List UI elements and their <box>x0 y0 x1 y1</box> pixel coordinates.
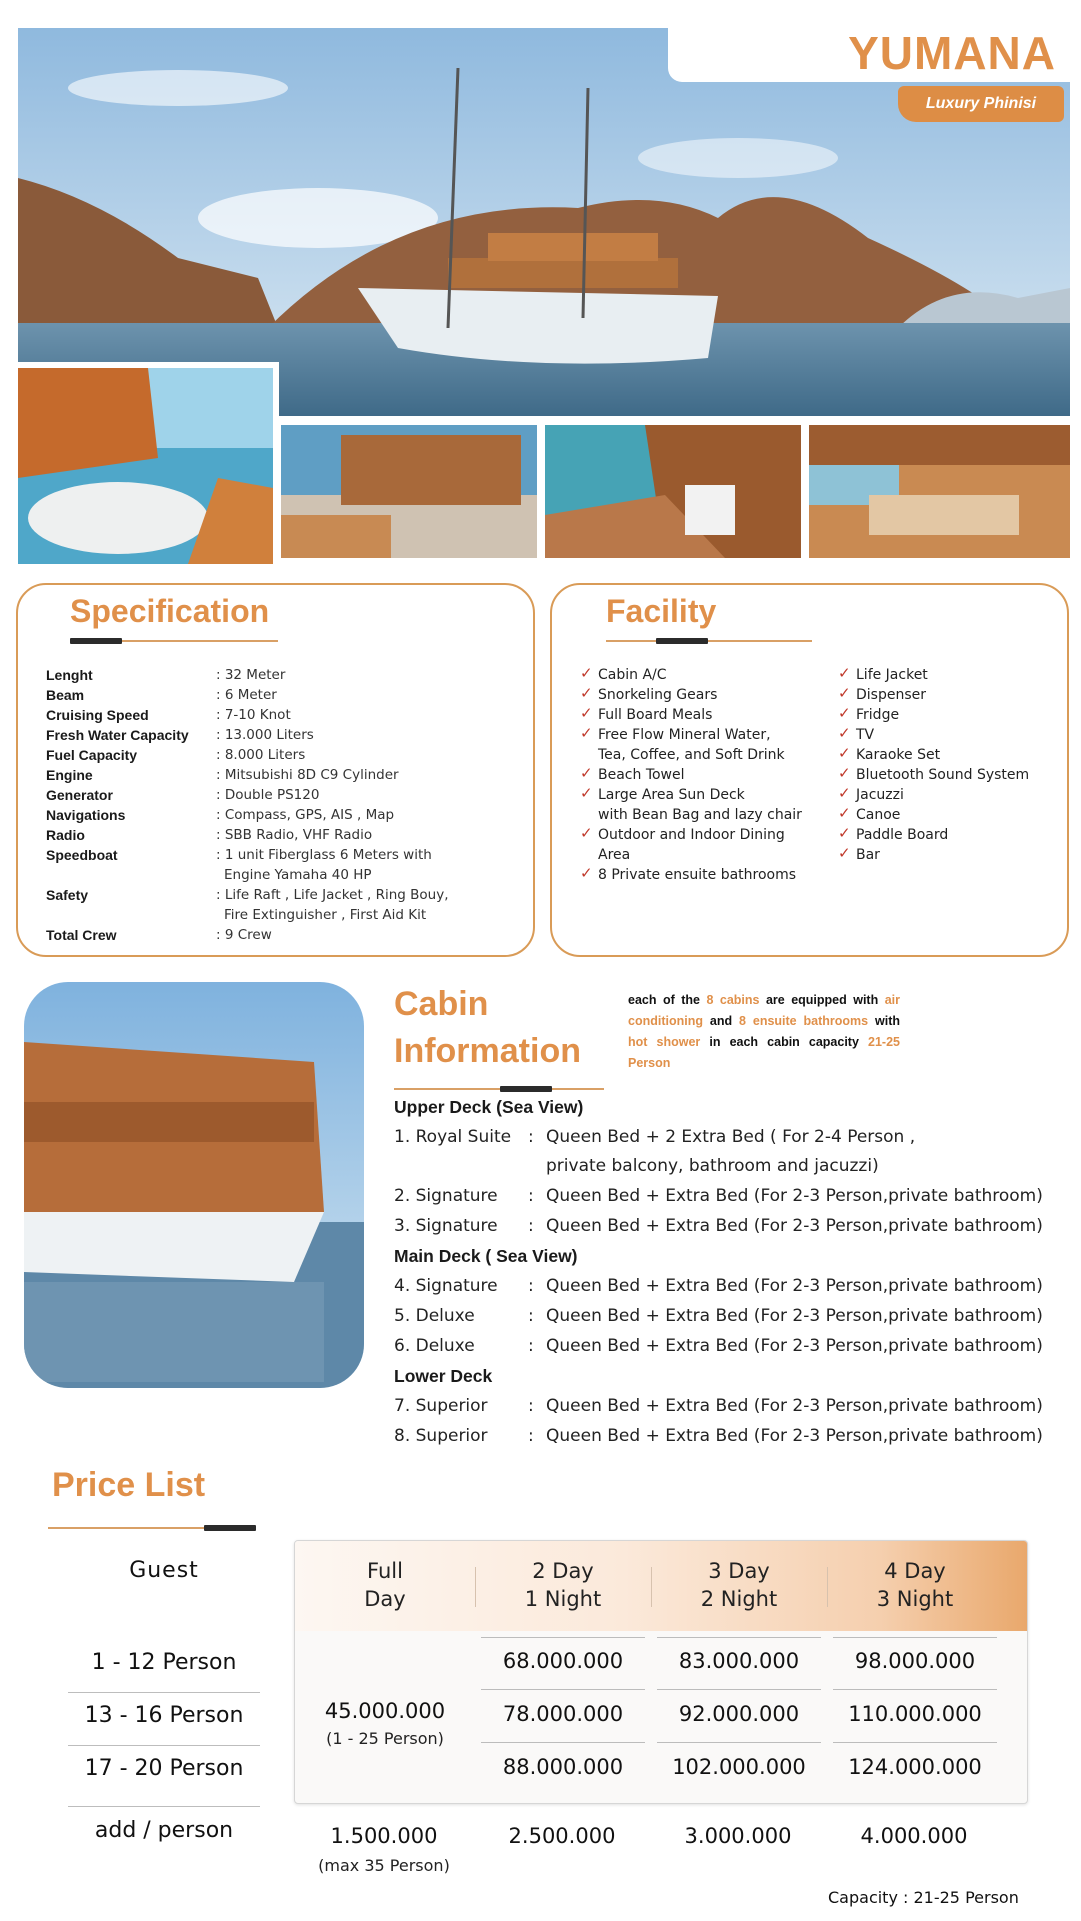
guest-header: Guest <box>129 1558 199 1583</box>
facility-item: Large Area Sun Deck <box>598 787 745 803</box>
header-line2: Day <box>364 1587 406 1611</box>
cabin-name: 1. Royal Suite <box>394 1127 512 1147</box>
add-person-price: 4.000.000 <box>860 1824 968 1848</box>
facility-item: Canoe <box>856 807 901 823</box>
cabin-colon: : <box>528 1306 534 1326</box>
brand-tagline: Luxury Phinisi <box>898 86 1064 122</box>
header-line1: 3 Day <box>708 1559 770 1583</box>
spec-value: : SBB Radio, VHF Radio <box>216 827 373 843</box>
price-value: 68.000.000 <box>502 1649 624 1673</box>
check-icon: ✓ <box>838 844 851 862</box>
check-icon: ✓ <box>580 764 593 782</box>
note-text: and <box>702 1014 740 1028</box>
facility-item: Life Jacket <box>856 667 928 683</box>
check-icon: ✓ <box>580 664 593 682</box>
spec-value: Fire Extinguisher , First Aid Kit <box>224 907 427 923</box>
cabin-colon: : <box>528 1216 534 1236</box>
spec-value: : Mitsubishi 8D C9 Cylinder <box>216 767 399 783</box>
price-value: 92.000.000 <box>678 1702 800 1726</box>
spec-label: Engine <box>46 767 93 783</box>
spec-value: : 1 unit Fiberglass 6 Meters with <box>216 847 432 863</box>
add-person-label: add / person <box>94 1818 234 1843</box>
facility-item: Fridge <box>856 707 900 723</box>
price-value: 88.000.000 <box>502 1755 624 1779</box>
spec-label: Fresh Water Capacity <box>46 727 189 743</box>
ship-cabin-photo <box>24 982 364 1388</box>
spec-value: : 32 Meter <box>216 667 286 683</box>
duration-header <box>845 1557 985 1613</box>
brand-name: YUMANA <box>848 27 1056 79</box>
spec-value: : Double PS120 <box>216 787 320 803</box>
deck-heading: Lower Deck <box>394 1366 493 1386</box>
price-title-underline-accent <box>204 1525 256 1531</box>
cabin-name: 8. Superior <box>394 1426 488 1446</box>
cabin-desc: Queen Bed + Extra Bed (For 2-3 Person,private bathroom) <box>546 1336 1043 1356</box>
spec-value: : 9 Crew <box>216 927 272 943</box>
price-value: 124.000.000 <box>848 1755 982 1779</box>
cell-divider <box>833 1689 997 1690</box>
cell-divider <box>657 1742 821 1743</box>
facility-item: Paddle Board <box>856 827 949 843</box>
check-icon: ✓ <box>580 704 593 722</box>
header-separator <box>827 1567 828 1607</box>
facility-item: Snorkeling Gears <box>598 687 718 703</box>
full-day-note: (1 - 25 Person) <box>326 1729 444 1748</box>
cabin-name: 5. Deluxe <box>394 1306 475 1326</box>
add-person-note: (max 35 Person) <box>318 1856 450 1875</box>
note-highlight: 21-25 Person <box>628 1035 900 1070</box>
spec-label: Total Crew <box>46 927 117 943</box>
check-icon: ✓ <box>580 724 593 742</box>
check-icon: ✓ <box>838 724 851 742</box>
check-icon: ✓ <box>838 824 851 842</box>
deck-heading: Upper Deck (Sea View) <box>394 1097 584 1117</box>
cabin-name: 3. Signature <box>394 1216 498 1236</box>
spec-value: Engine Yamaha 40 HP <box>224 867 372 883</box>
facility-item: Karaoke Set <box>856 747 941 763</box>
cabin-name: 4. Signature <box>394 1276 498 1296</box>
cell-divider <box>833 1637 997 1638</box>
balcony-photo <box>545 425 801 558</box>
jacuzzi-deck-photo <box>18 362 279 564</box>
note-text: in each cabin capacity <box>700 1035 869 1049</box>
price-table <box>294 1540 1028 1804</box>
header-line2: 2 Night <box>700 1587 778 1611</box>
cabin-desc: Queen Bed + Extra Bed (For 2-3 Person,private bathroom) <box>546 1426 1043 1446</box>
cabin-desc: Queen Bed + Extra Bed (For 2-3 Person,private bathroom) <box>546 1186 1043 1206</box>
note-highlight: 8 ensuite bathrooms <box>739 1014 869 1028</box>
note-text: are equipped with <box>759 993 885 1007</box>
facility-item: Tea, Coffee, and Soft Drink <box>598 747 785 763</box>
price-value: 78.000.000 <box>502 1702 624 1726</box>
header-line1: 2 Day <box>532 1559 594 1583</box>
price-value: 83.000.000 <box>678 1649 800 1673</box>
sundeck-photo <box>281 425 537 558</box>
cabin-title-underline <box>394 1088 604 1090</box>
add-person-price: 1.500.000 <box>330 1824 438 1848</box>
cabin-colon: : <box>528 1396 534 1416</box>
cell-divider <box>481 1742 645 1743</box>
facility-item: Jacuzzi <box>856 787 904 803</box>
cabin-colon: : <box>528 1276 534 1296</box>
spec-label: Safety <box>46 887 89 903</box>
cabin-colon: : <box>528 1127 534 1147</box>
specification-panel <box>16 583 535 957</box>
capacity-note: Capacity : 21-25 Person <box>828 1888 1019 1907</box>
cell-divider <box>481 1637 645 1638</box>
header-line2: 3 Night <box>876 1587 954 1611</box>
full-day-price: 45.000.000 <box>324 1699 446 1723</box>
facility-panel <box>550 583 1069 957</box>
spec-value: : Life Raft , Life Jacket , Ring Bouy, <box>216 887 449 903</box>
price-value: 110.000.000 <box>848 1702 982 1726</box>
check-icon: ✓ <box>580 864 593 882</box>
facility-item: Cabin A/C <box>598 667 667 683</box>
duration-header <box>493 1557 633 1613</box>
cabin-colon: : <box>528 1186 534 1206</box>
add-person-price: 3.000.000 <box>684 1824 792 1848</box>
facility-item: Beach Towel <box>598 767 685 783</box>
spec-label: Speedboat <box>46 847 118 863</box>
cabin-note <box>628 990 900 1074</box>
deck-heading: Main Deck ( Sea View) <box>394 1246 578 1266</box>
row-divider <box>68 1692 260 1693</box>
check-icon: ✓ <box>838 744 851 762</box>
duration-header <box>669 1557 809 1613</box>
cabin-title-line1: Cabin <box>394 985 489 1023</box>
brand-header <box>668 22 1070 82</box>
facility-item: TV <box>856 727 875 743</box>
cabin-desc: Queen Bed + Extra Bed (For 2-3 Person,private bathroom) <box>546 1306 1043 1326</box>
title-underline-accent <box>656 638 708 644</box>
cabin-name: 6. Deluxe <box>394 1336 475 1356</box>
check-icon: ✓ <box>580 784 593 802</box>
check-icon: ✓ <box>838 804 851 822</box>
facility-item: Area <box>598 847 631 863</box>
spec-value: : 13.000 Liters <box>216 727 314 743</box>
check-icon: ✓ <box>838 704 851 722</box>
check-icon: ✓ <box>838 684 851 702</box>
specification-title: Specification <box>70 593 270 629</box>
cell-divider <box>481 1689 645 1690</box>
cell-divider <box>657 1689 821 1690</box>
facility-item: 8 Private ensuite bathrooms <box>598 867 797 883</box>
cabin-desc: Queen Bed + 2 Extra Bed ( For 2-4 Person , <box>546 1127 916 1147</box>
note-highlight: 8 cabins <box>706 993 760 1007</box>
spec-value: : Compass, GPS, AIS , Map <box>216 807 395 823</box>
spec-value: : 8.000 Liters <box>216 747 306 763</box>
cell-divider <box>833 1742 997 1743</box>
add-person-price: 2.500.000 <box>508 1824 616 1848</box>
cabin-title-line2: Information <box>394 1032 581 1070</box>
cabin-desc: Queen Bed + Extra Bed (For 2-3 Person,private bathroom) <box>546 1396 1043 1416</box>
spec-label: Lenght <box>46 667 93 683</box>
cabin-desc: Queen Bed + Extra Bed (For 2-3 Person,private bathroom) <box>546 1276 1043 1296</box>
cabin-colon: : <box>528 1336 534 1356</box>
facility-item: with Bean Bag and lazy chair <box>598 807 802 823</box>
facility-item: Outdoor and Indoor Dining <box>598 827 785 843</box>
spec-label: Cruising Speed <box>46 707 149 723</box>
facility-title: Facility <box>606 593 717 629</box>
row-divider <box>68 1806 260 1807</box>
price-title: Price List <box>52 1466 206 1504</box>
check-icon: ✓ <box>838 664 851 682</box>
guest-range: 17 - 20 Person <box>84 1756 244 1781</box>
spec-label: Navigations <box>46 807 126 823</box>
duration-header <box>315 1557 455 1613</box>
cabin-desc: Queen Bed + Extra Bed (For 2-3 Person,private bathroom) <box>546 1216 1043 1236</box>
check-icon: ✓ <box>838 784 851 802</box>
check-icon: ✓ <box>580 824 593 842</box>
spec-label: Generator <box>46 787 113 803</box>
title-underline <box>606 640 812 642</box>
spec-value: : 7-10 Knot <box>216 707 291 723</box>
spec-label: Beam <box>46 687 85 703</box>
guest-range: 13 - 16 Person <box>84 1703 244 1728</box>
header-separator <box>651 1567 652 1607</box>
note-highlight: air conditioning <box>628 993 900 1028</box>
check-icon: ✓ <box>580 684 593 702</box>
dining-room-photo <box>809 425 1070 558</box>
header-line1: 4 Day <box>884 1559 946 1583</box>
price-value: 98.000.000 <box>854 1649 976 1673</box>
row-divider <box>68 1745 260 1746</box>
title-underline-accent <box>70 638 122 644</box>
note-highlight: hot shower <box>628 1035 701 1049</box>
cell-divider <box>657 1637 821 1638</box>
facility-item: Full Board Meals <box>598 707 713 723</box>
spec-value: : 6 Meter <box>216 687 277 703</box>
header-separator <box>475 1567 476 1607</box>
cabin-name: 2. Signature <box>394 1186 498 1206</box>
facility-item: Bar <box>856 847 880 863</box>
cabin-colon: : <box>528 1426 534 1446</box>
header-line2: 1 Night <box>524 1587 602 1611</box>
facility-item: Bluetooth Sound System <box>856 767 1030 783</box>
note-text: with <box>868 1014 901 1028</box>
facility-item: Free Flow Mineral Water, <box>598 727 771 743</box>
spec-label: Fuel Capacity <box>46 747 138 763</box>
check-icon: ✓ <box>838 764 851 782</box>
price-value: 102.000.000 <box>672 1755 806 1779</box>
guest-range: 1 - 12 Person <box>91 1650 237 1675</box>
cabin-title-underline-accent <box>500 1086 552 1092</box>
spec-label: Radio <box>46 827 85 843</box>
cabin-name: 7. Superior <box>394 1396 488 1416</box>
header-line1: Full <box>367 1559 403 1583</box>
facility-item: Dispenser <box>856 687 926 703</box>
note-text: each of the <box>628 993 707 1007</box>
cabin-desc: private balcony, bathroom and jacuzzi) <box>546 1156 879 1176</box>
